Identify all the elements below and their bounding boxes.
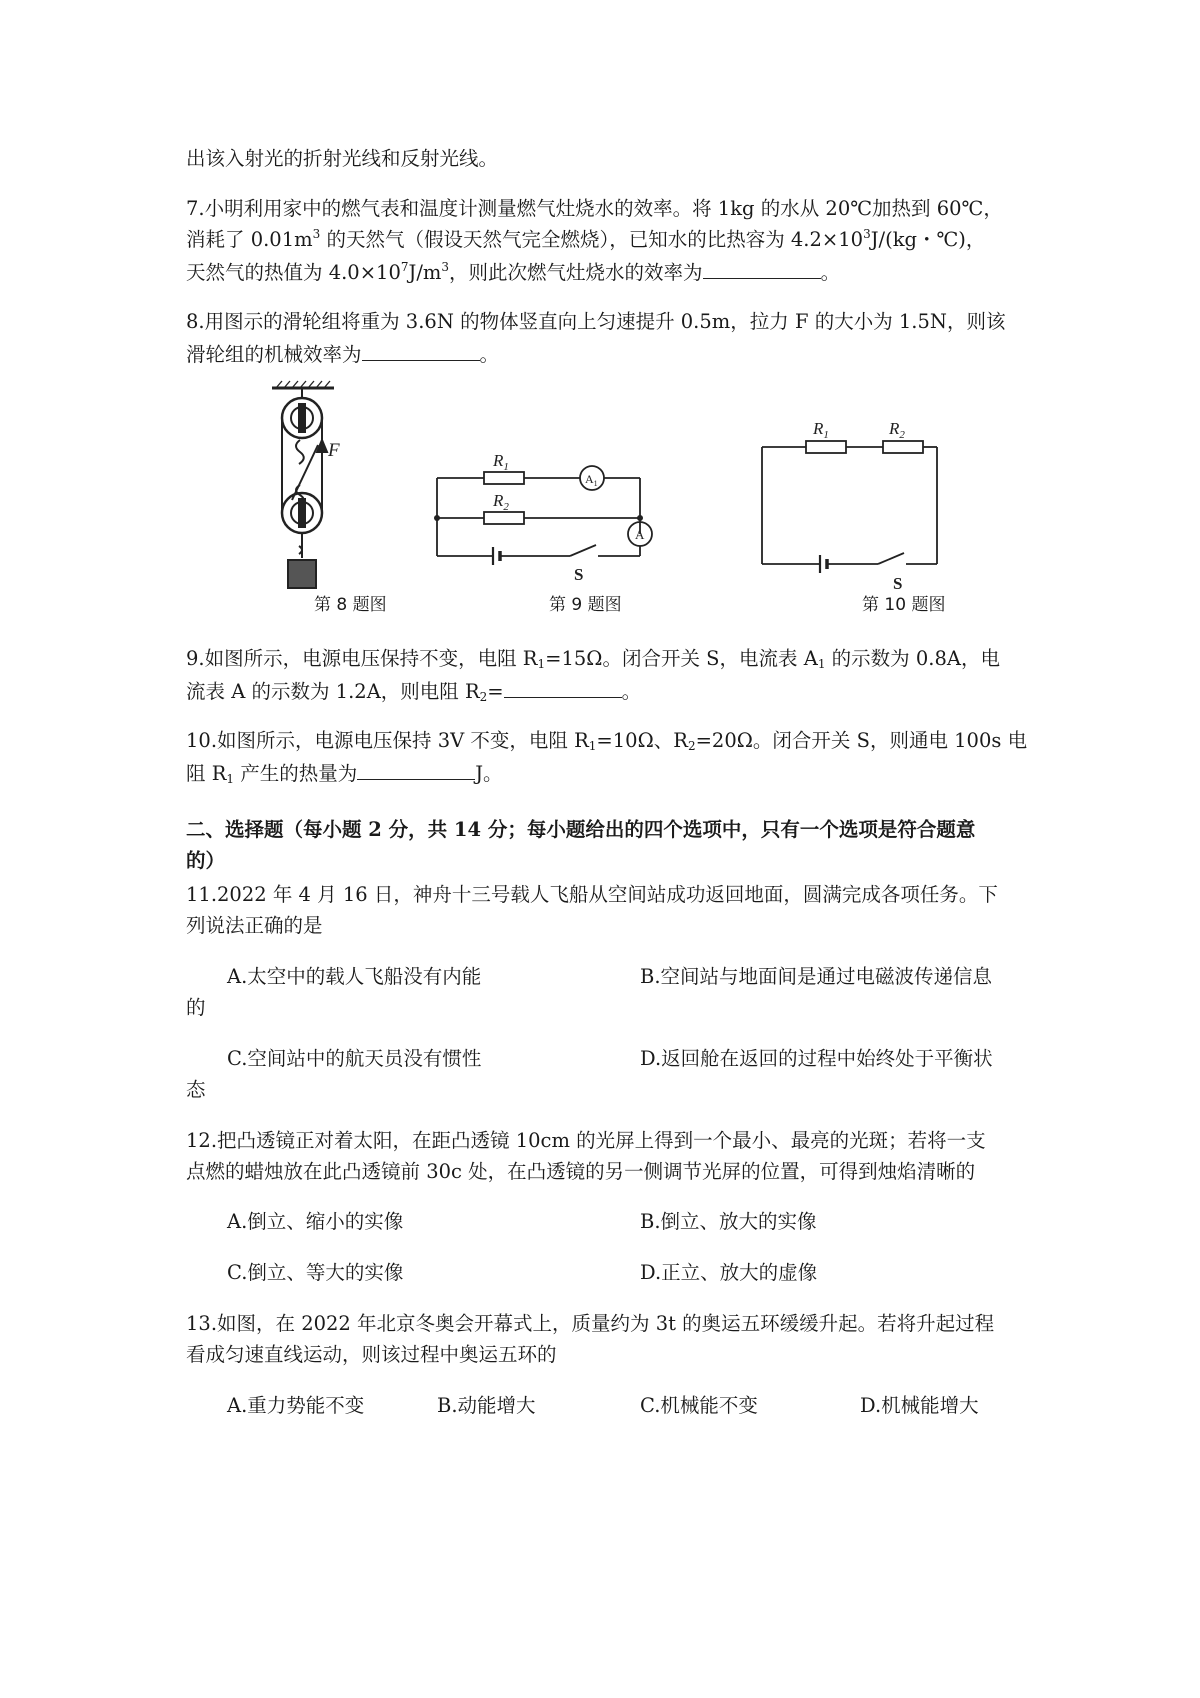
q11-option-b[interactable]: B.空间站与地面间是通过电磁波传递信息: [640, 965, 993, 988]
q12-line1: 12.把凸透镜正对着太阳，在距凸透镜 10cm 的光屏上得到一个最小、最亮的光斑；若将一支: [186, 1129, 986, 1152]
q12-option-d[interactable]: D.正立、放大的虚像: [640, 1261, 818, 1284]
switch-label-10: S: [893, 574, 903, 593]
q7-line1: 7.小明利用家中的燃气表和温度计测量燃气灶烧水的效率。将 1kg 的水从 20℃加热到 60℃，: [186, 197, 1003, 220]
q11-option-d-wrap: 态: [186, 1078, 206, 1101]
r2-label-10: $R_2$: [889, 419, 905, 441]
figure-10-caption: 第 10 题图: [862, 595, 946, 615]
pulley-figure: [272, 381, 334, 588]
q8-line2: 滑轮组的机械效率为 。: [186, 340, 499, 368]
q11-option-d[interactable]: D.返回舱在返回的过程中始终处于平衡状: [640, 1047, 993, 1070]
q13-option-a[interactable]: A.重力势能不变: [227, 1394, 365, 1417]
q11-option-b-wrap: 的: [186, 996, 206, 1019]
section2-header-line1: 二、选择题（每小题 2 分，共 14 分；每小题给出的四个选项中，只有一个选项是符合题意: [186, 818, 976, 841]
switch-label-9: S: [574, 565, 584, 584]
figure-8-caption: 第 8 题图: [314, 595, 387, 615]
force-label: F: [328, 440, 340, 461]
q6-tail-line: 出该入射光的折射光线和反射光线。: [186, 147, 499, 170]
q7-line2: 消耗了 $0.01m^3$ 的天然气（假设天然气完全燃烧），已知水的比热容为 $4.2\times 10^3J/(kg$・℃)，: [186, 227, 986, 251]
q8-line1: 8.用图示的滑轮组将重为 3.6N 的物体竖直向上匀速提升 0.5m，拉力 F 的大小为 1.5N，则该: [186, 310, 1006, 333]
q12-option-a[interactable]: A.倒立、缩小的实像: [227, 1210, 404, 1233]
figures-area: [0, 0, 1200, 620]
q11-line2: 列说法正确的是: [186, 914, 323, 937]
q13-option-b[interactable]: B.动能增大: [437, 1394, 536, 1417]
q9-line1: 9.如图所示，电源电压保持不变，电阻 $R_1=15\Omega$。闭合开关 S，电流表 $A_1$ 的示数为 0.8A，电: [186, 647, 1000, 671]
ammeter-a1-label: $A_1$: [585, 472, 598, 488]
q9-line2: 流表 A 的示数为 1.2A，则电阻 $R_2=$ 。: [186, 677, 641, 705]
r2-label-9: $R_2$: [493, 491, 509, 513]
r1-label-9: $R_1$: [493, 451, 509, 473]
section2-header-line2: 的）: [186, 849, 226, 872]
figure-9-caption: 第 9 题图: [549, 595, 622, 615]
q7-line3: 天然气的热值为 $4.0\times 10^7J/m^3$，则此次燃气灶烧水的效率为 。: [186, 260, 841, 284]
q13-option-c[interactable]: C.机械能不变: [640, 1394, 758, 1417]
circuit-10: [762, 441, 937, 573]
q9-answer-blank[interactable]: [504, 677, 622, 698]
q10-line2: 阻 $R_1$ 产生的热量为 J。: [186, 759, 503, 787]
q11-line1: 11.2022 年 4 月 16 日，神舟十三号载人飞船从空间站成功返回地面，圆满完成各项任务。下: [186, 883, 998, 906]
q12-option-c[interactable]: C.倒立、等大的实像: [227, 1261, 404, 1284]
q11-option-c[interactable]: C.空间站中的航天员没有惯性: [227, 1047, 482, 1070]
q12-line2: 点燃的蜡烛放在此凸透镜前 30c 处，在凸透镜的另一侧调节光屏的位置，可得到烛焰清晰的: [186, 1160, 976, 1183]
circuit-9: [437, 466, 652, 565]
r1-label-10: $R_1$: [813, 419, 829, 441]
ammeter-a-label: A: [635, 527, 645, 542]
q10-line1: 10.如图所示，电源电压保持 3V 不变，电阻 $R_1=10\Omega$、$R_2=20\Omega$。闭合开关 S，则通电 100s 电: [186, 729, 1028, 753]
q13-line2: 看成匀速直线运动，则该过程中奥运五环的: [186, 1343, 557, 1366]
q13-option-d[interactable]: D.机械能增大: [860, 1394, 979, 1417]
q13-line1: 13.如图，在 2022 年北京冬奥会开幕式上，质量约为 3t 的奥运五环缓缓升起。若将升起过程: [186, 1312, 995, 1335]
q12-option-b[interactable]: B.倒立、放大的实像: [640, 1210, 817, 1233]
q10-answer-blank[interactable]: [357, 759, 475, 780]
q11-option-a[interactable]: A.太空中的载人飞船没有内能: [227, 965, 482, 988]
